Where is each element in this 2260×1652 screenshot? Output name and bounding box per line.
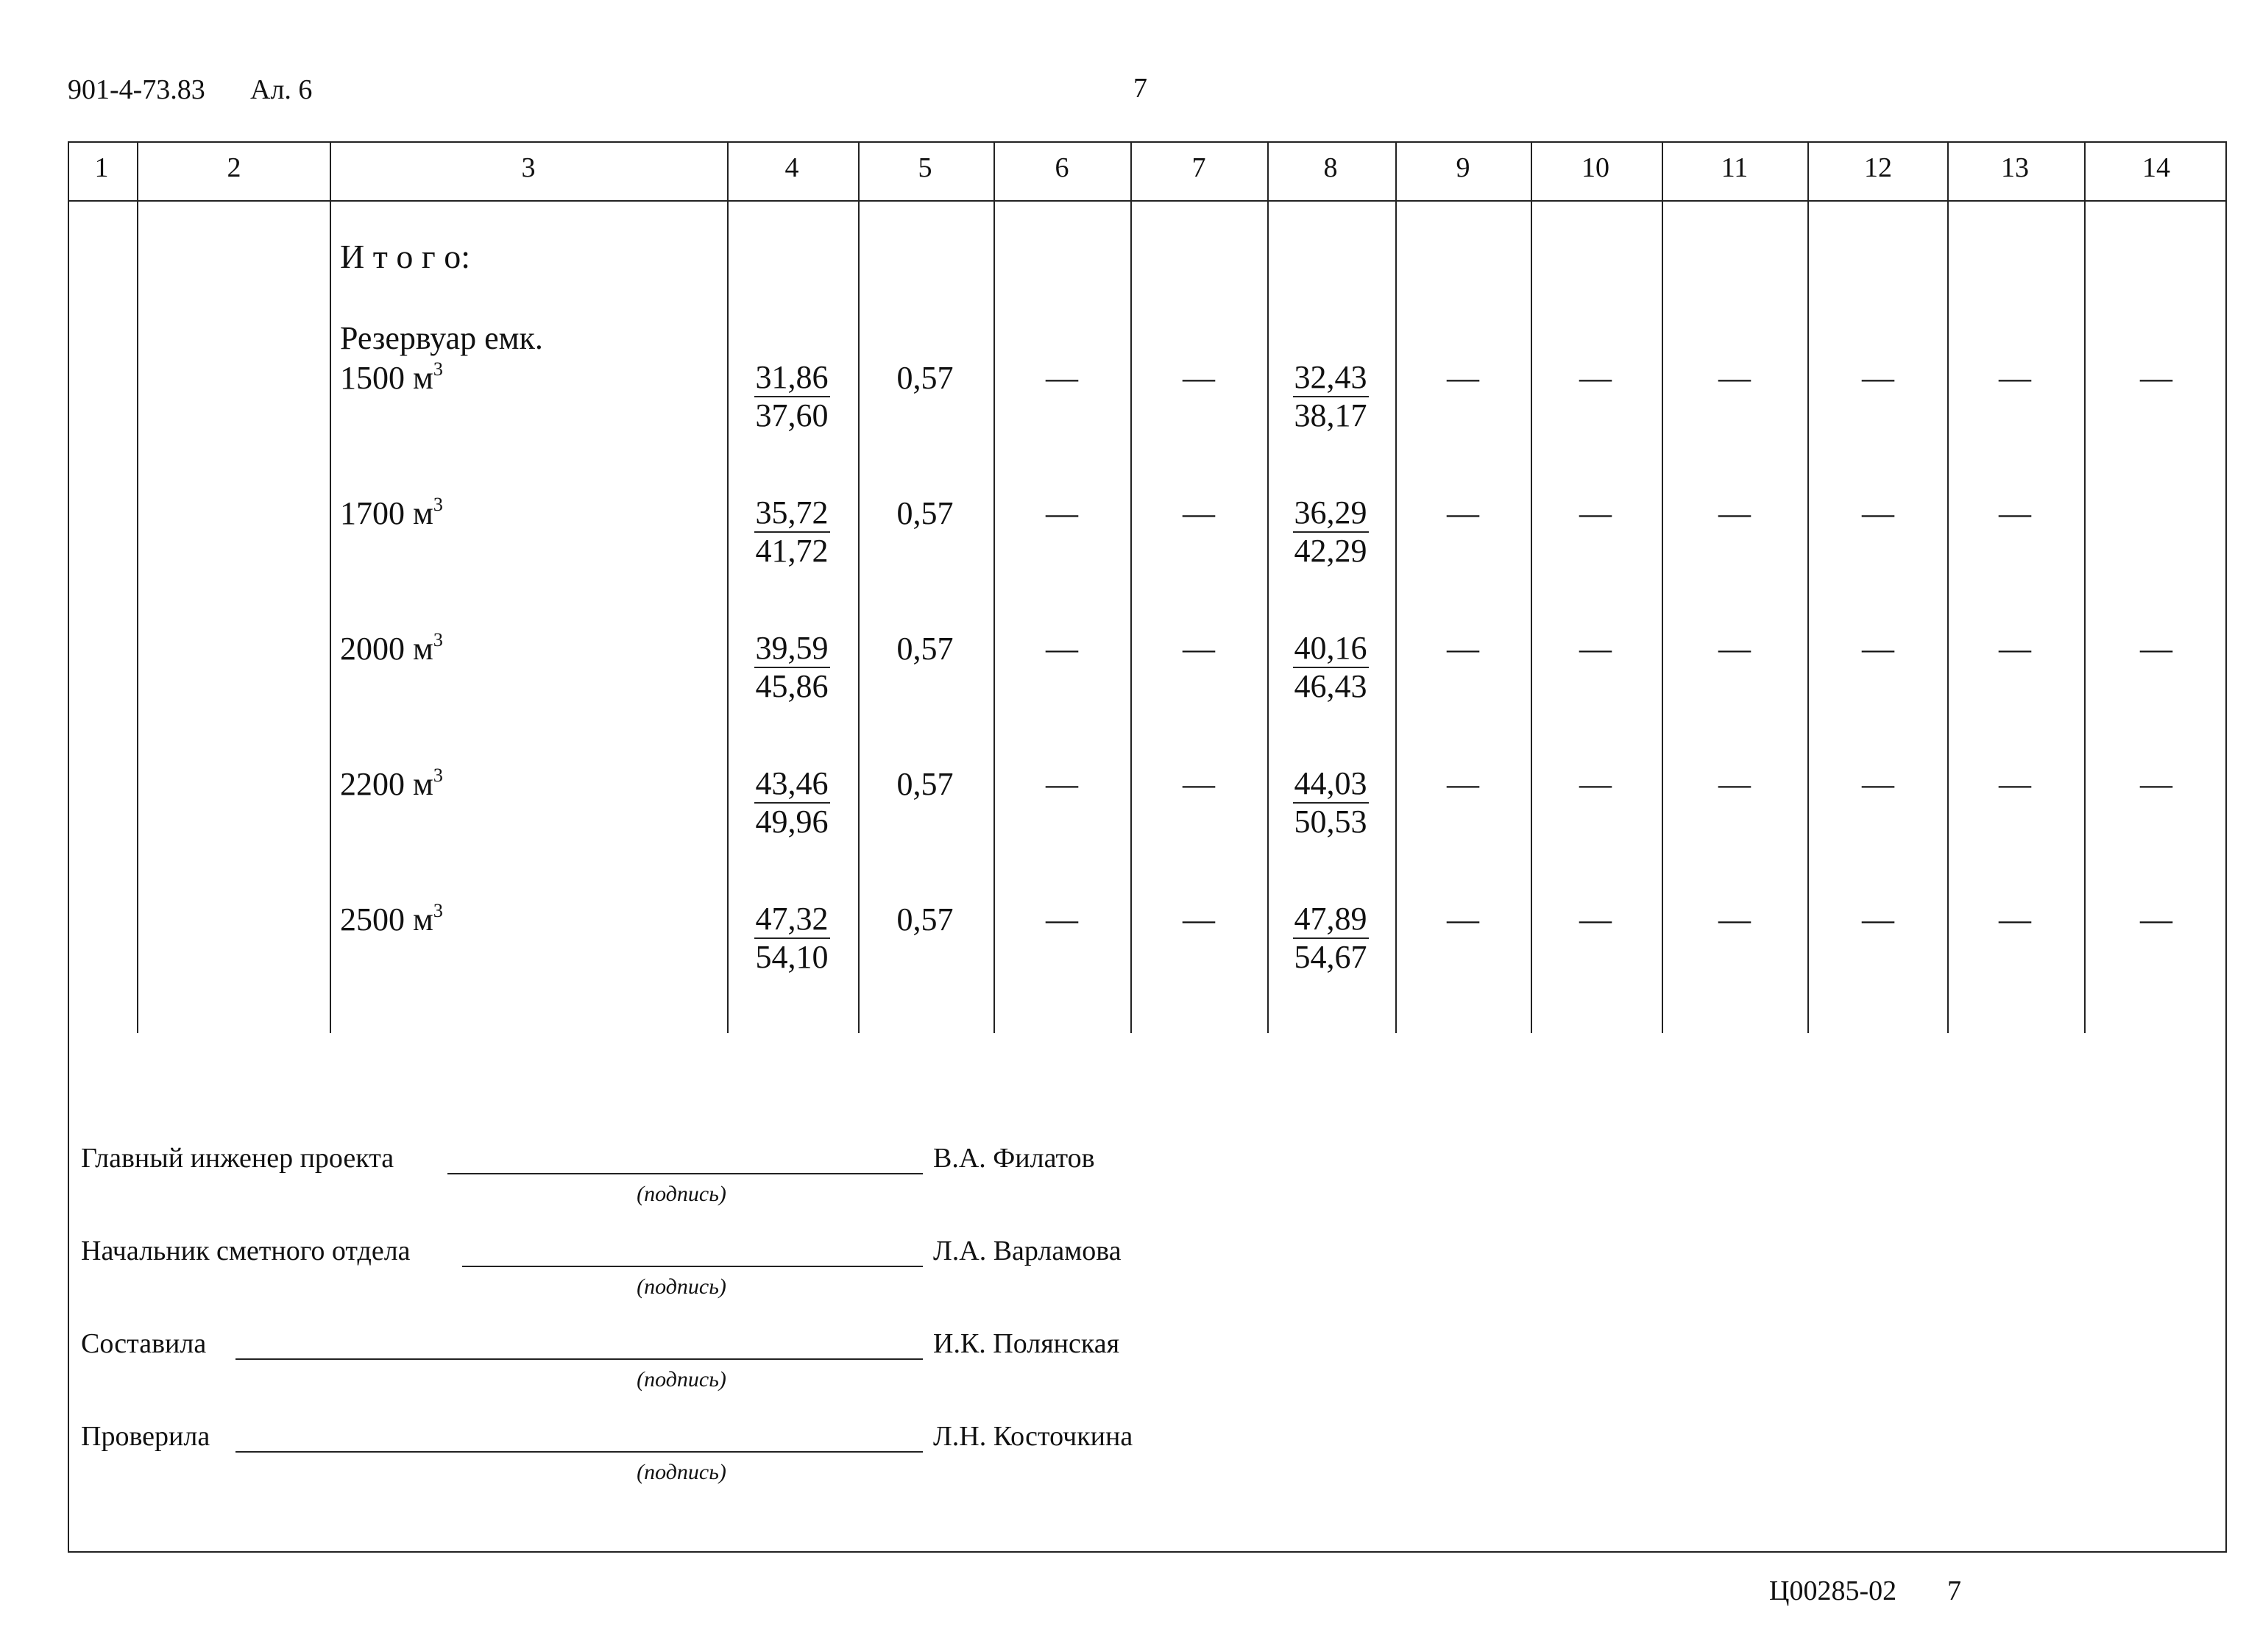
signature-role: Проверила: [81, 1421, 210, 1452]
fraction-denominator: 42,29: [1294, 533, 1367, 569]
cell-c7: —: [1183, 901, 1215, 937]
fraction-numerator: 36,29: [1293, 494, 1369, 533]
cell-c7: —: [1183, 360, 1215, 396]
fraction-col8: [1279, 765, 1382, 840]
footer-page: 7: [1947, 1575, 1961, 1606]
cell-c13: —: [1999, 495, 2031, 531]
capacity-unit: м: [413, 360, 433, 396]
sheet-label: Ал. 6: [250, 74, 313, 105]
column-number: 1: [94, 152, 109, 183]
signature-hint: (подпись): [637, 1367, 726, 1392]
row-capacity: [340, 359, 443, 397]
cell-c6: —: [1046, 360, 1078, 396]
fraction-denominator: 37,60: [755, 397, 829, 433]
cell-c11: —: [1718, 495, 1751, 531]
fraction-col8: [1279, 901, 1382, 976]
cell-c11: —: [1718, 360, 1751, 396]
cell-c10: —: [1579, 766, 1612, 802]
row-capacity: [340, 765, 443, 803]
signature-name: И.К. Полянская: [933, 1328, 1120, 1359]
fraction-col4: [740, 494, 843, 570]
column-line: [1662, 141, 1663, 1033]
cell-c6: —: [1046, 495, 1078, 531]
capacity-value: 1500: [340, 360, 405, 396]
column-line: [330, 141, 331, 1033]
signature-name: Л.А. Варламова: [933, 1236, 1122, 1266]
cell-c14: —: [2140, 766, 2172, 802]
total-label: И т о г о:: [340, 238, 470, 275]
capacity-value: 2500: [340, 901, 405, 937]
column-number: 2: [227, 152, 241, 183]
column-number: 6: [1055, 152, 1069, 183]
cell-c5: 0,57: [896, 901, 954, 937]
fraction-denominator: 54,10: [755, 939, 829, 975]
signature-hint: (подпись): [637, 1460, 726, 1484]
cell-c13: —: [1999, 901, 2031, 937]
signature-line: [447, 1173, 923, 1174]
cell-c11: —: [1718, 766, 1751, 802]
signature-line: [235, 1358, 923, 1360]
column-number: 3: [521, 152, 536, 183]
column-number: 5: [918, 152, 932, 183]
fraction-denominator: 54,67: [1294, 939, 1367, 975]
column-line: [1267, 141, 1269, 1033]
column-line: [137, 141, 138, 1033]
signature-role: Составила: [81, 1328, 207, 1359]
fraction-numerator: 35,72: [754, 494, 830, 533]
cell-c10: —: [1579, 360, 1612, 396]
capacity-unit: м: [413, 901, 433, 937]
column-line: [993, 141, 995, 1033]
fraction-denominator: 38,17: [1294, 397, 1367, 433]
cell-c10: —: [1579, 631, 1612, 667]
capacity-unit: м: [413, 495, 433, 531]
cell-c9: —: [1447, 901, 1479, 937]
cell-c14: —: [2140, 631, 2172, 667]
row-capacity: [340, 901, 443, 938]
cell-c5: 0,57: [896, 360, 954, 396]
capacity-unit-power: 3: [433, 629, 443, 650]
cell-c5: 0,57: [896, 766, 954, 802]
document-code: 901-4-73.83: [68, 74, 205, 105]
page-number: 7: [1133, 73, 1147, 104]
fraction-denominator: 50,53: [1294, 804, 1367, 840]
cell-c12: —: [1862, 631, 1894, 667]
cell-c10: —: [1579, 495, 1612, 531]
column-number: 4: [784, 152, 799, 183]
column-line: [2084, 141, 2086, 1033]
cell-c9: —: [1447, 495, 1479, 531]
signature-hint: (подпись): [637, 1182, 726, 1206]
capacity-value: 2000: [340, 631, 405, 667]
fraction-numerator: 44,03: [1293, 765, 1369, 804]
cell-c9: —: [1447, 360, 1479, 396]
group-label: Резервуар емк.: [340, 320, 543, 356]
column-number: 8: [1323, 152, 1338, 183]
fraction-col8: [1279, 359, 1382, 434]
fraction-col4: [740, 359, 843, 434]
cell-c7: —: [1183, 766, 1215, 802]
fraction-numerator: 32,43: [1293, 359, 1369, 397]
cell-c9: —: [1447, 631, 1479, 667]
capacity-unit: м: [413, 631, 433, 667]
capacity-value: 2200: [340, 766, 405, 802]
row-capacity: [340, 494, 443, 532]
cell-c10: —: [1579, 901, 1612, 937]
capacity-value: 1700: [340, 495, 405, 531]
cell-c5: 0,57: [896, 495, 954, 531]
signature-line: [462, 1266, 923, 1267]
column-line: [858, 141, 860, 1033]
capacity-unit-power: 3: [433, 494, 443, 515]
column-line: [1531, 141, 1532, 1033]
signature-name: Л.Н. Косточкина: [933, 1421, 1133, 1452]
signature-role: Главный инженер проекта: [81, 1143, 394, 1174]
cell-c7: —: [1183, 495, 1215, 531]
cell-c6: —: [1046, 766, 1078, 802]
fraction-col4: [740, 901, 843, 976]
column-number: 14: [2142, 152, 2170, 183]
fraction-numerator: 39,59: [754, 630, 830, 668]
fraction-numerator: 31,86: [754, 359, 830, 397]
column-number: 9: [1456, 152, 1470, 183]
row-capacity: [340, 630, 443, 667]
cell-c14: —: [2140, 360, 2172, 396]
column-line: [1807, 141, 1809, 1033]
cell-c14: —: [2140, 901, 2172, 937]
fraction-col8: [1279, 494, 1382, 570]
cell-c13: —: [1999, 766, 2031, 802]
fraction-denominator: 49,96: [755, 804, 829, 840]
capacity-unit-power: 3: [433, 358, 443, 380]
fraction-col8: [1279, 630, 1382, 705]
signature-line: [235, 1451, 923, 1453]
signature-role: Начальник сметного отдела: [81, 1236, 411, 1266]
cell-c6: —: [1046, 631, 1078, 667]
column-number: 12: [1864, 152, 1892, 183]
fraction-col4: [740, 765, 843, 840]
cell-c11: —: [1718, 631, 1751, 667]
cell-c13: —: [1999, 360, 2031, 396]
column-number: 7: [1191, 152, 1206, 183]
capacity-unit-power: 3: [433, 900, 443, 921]
footer-code: Ц00285-02: [1769, 1575, 1897, 1606]
cell-c12: —: [1862, 495, 1894, 531]
cell-c9: —: [1447, 766, 1479, 802]
cell-c6: —: [1046, 901, 1078, 937]
column-number: 10: [1581, 152, 1609, 183]
header-divider: [68, 200, 2227, 202]
capacity-unit-power: 3: [433, 765, 443, 786]
cell-c12: —: [1862, 360, 1894, 396]
column-number: 13: [2001, 152, 2029, 183]
column-line: [1130, 141, 1132, 1033]
fraction-numerator: 47,89: [1293, 901, 1369, 939]
cell-c5: 0,57: [896, 631, 954, 667]
column-number: 11: [1721, 152, 1749, 183]
fraction-denominator: 41,72: [755, 533, 829, 569]
column-line: [727, 141, 729, 1033]
fraction-col4: [740, 630, 843, 705]
cell-c12: —: [1862, 901, 1894, 937]
column-line: [1947, 141, 1949, 1033]
signature-hint: (подпись): [637, 1275, 726, 1299]
fraction-numerator: 40,16: [1293, 630, 1369, 668]
fraction-denominator: 46,43: [1294, 668, 1367, 704]
column-line: [1395, 141, 1397, 1033]
cell-c7: —: [1183, 631, 1215, 667]
fraction-numerator: 43,46: [754, 765, 830, 804]
cell-c12: —: [1862, 766, 1894, 802]
cell-c13: —: [1999, 631, 2031, 667]
signature-name: В.А. Филатов: [933, 1143, 1095, 1174]
capacity-unit: м: [413, 766, 433, 802]
fraction-denominator: 45,86: [755, 668, 829, 704]
cell-c11: —: [1718, 901, 1751, 937]
fraction-numerator: 47,32: [754, 901, 830, 939]
